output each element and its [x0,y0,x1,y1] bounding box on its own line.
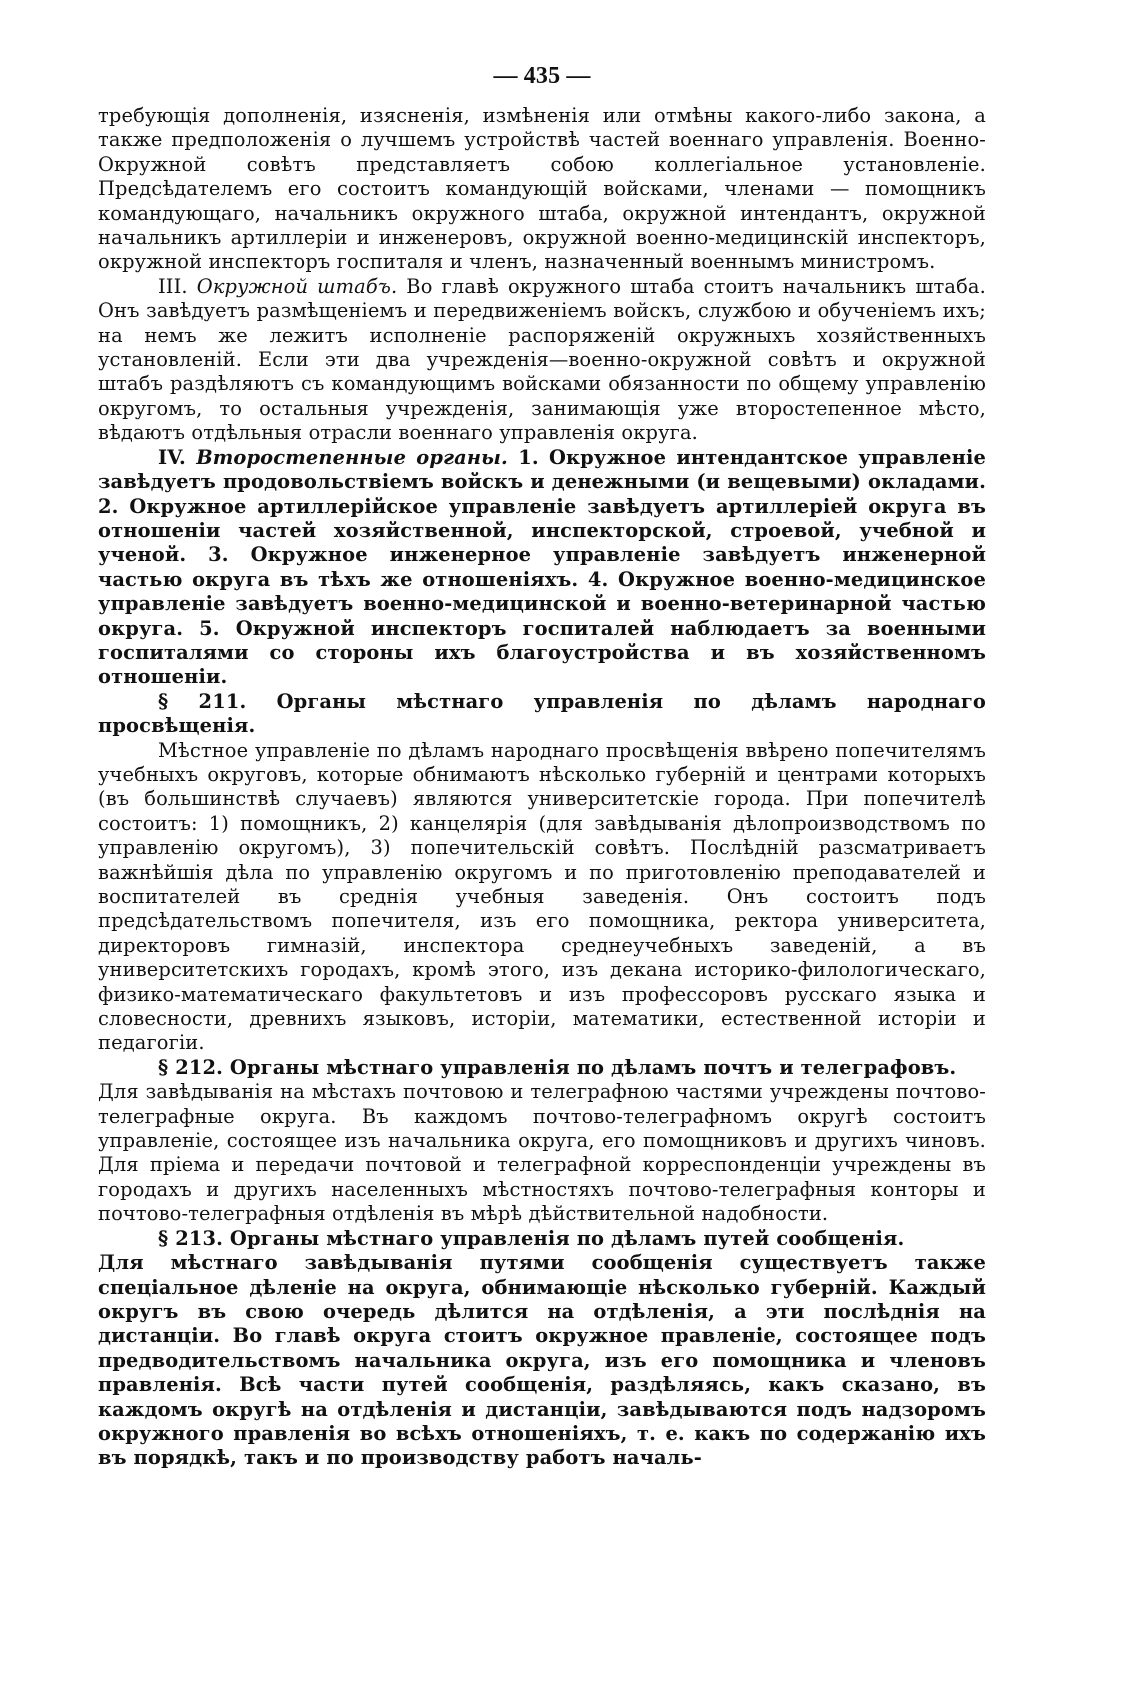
section-number: IV. [158,445,186,469]
page-number: — 435 — [493,63,591,89]
section-title: Второстепенные органы. [196,445,508,469]
paragraph-text: Во главѣ окружного штаба стоитъ начальникъ штаба. Онъ завѣдуетъ размѣщеніемъ и передвиженіемъ войскъ, службою и обученіемъ ихъ; на немъ же лежитъ исполненіе распоряженій окружныхъ хозяйственныхъ установленій. Если эти два учрежденія—военно-окружной совѣтъ и окружной штабъ раздѣляютъ съ командующимъ войсками обязанности по общему управленію округомъ, то остальныя учрежденія, занимающія уже второстепенное мѣсто, вѣдаютъ отдѣльныя отрасли военнаго управленія округа. [98,274,986,445]
section-heading-212: § 212. Органы мѣстнаго управленія по дѣламъ почтъ и телеграфовъ. [158,1055,957,1079]
paragraph-district-staff [98,275,986,446]
section-heading-213: § 213. Органы мѣстнаго управленія по дѣламъ путей сообщенія. [158,1226,905,1250]
section-heading-211: § 211. Органы мѣстнаго управленія по дѣламъ народнаго просвѣщенія. [98,689,986,738]
section-number: III. [158,274,188,298]
paragraph-education-administration: Мѣстное управленіе по дѣламъ народнаго просвѣщенія ввѣрено попечителямъ учебныхъ округовъ, которые обнимаютъ нѣсколько губерній и центрами которыхъ (въ большинствѣ случаевъ) являются университетскіе города. При попечителѣ состоитъ: 1) помощникъ, 2) канцелярія (для завѣдыванія дѣлопроизводствомъ по управленію округомъ), 3) попечительскій совѣтъ. Послѣдній разсматриваетъ важнѣйшія дѣла по управленію округомъ и по приготовленію преподавателей и воспитателей въ среднія учебныя заведенія. Онъ состоитъ подъ предсѣдательствомъ попечителя, изъ его помощника, ректора университета, директоровъ гимназій, инспектора среднеучебныхъ заведеній, а въ университетскихъ городахъ, кромѣ этого, изъ декана историко-филологическаго, физико-математическаго факультетовъ и изъ профессоровъ русскаго языка и словесности, древнихъ языковъ, исторіи, математики, естественной исторіи и педагогіи. [98,738,986,1055]
paragraph-ways-of-communication: Для мѣстнаго завѣдыванія путями сообщенія существуетъ также спеціальное дѣленіе на округа, обнимающіе нѣсколько губерній. Каждый округъ въ свою очередь дѣлится на отдѣленія, а эти послѣднія на дистанціи. Во главѣ округа стоитъ окружное правленіе, состоящее подъ предводительствомъ начальника округа, изъ его помощника и членовъ правленія. Всѣ части путей сообщенія, раздѣляясь, какъ сказано, въ каждомъ округѣ на отдѣленія и дистанціи, завѣдываются подъ надзоромъ окружного правленія во всѣхъ отношеніяхъ, т. е. какъ по содержанію ихъ въ порядкѣ, такъ и по производству работъ началь- [98,1251,986,1470]
section-title: Окружной штабъ. [196,274,398,298]
paragraph-military-council-continued: требующія дополненія, изясненія, измѣненія или отмѣны какого-либо закона, а также предположенія о лучшемъ устройствѣ частей военнаго управленія. Военно-Окружной совѣтъ представляетъ собою коллегіальное установленіе. Предсѣдателемъ его состоитъ командующій войсками, членами — помощникъ командующаго, начальникъ окружного штаба, окружной интендантъ, окружной начальникъ артиллеріи и инженеровъ, окружной военно-медицинскій инспекторъ, окружной инспекторъ госпиталя и членъ, назначенный военнымъ министромъ. [98,104,986,274]
document-page [98,62,986,1471]
paragraph-posts-telegraphs: Для завѣдыванія на мѣстахъ почтовою и телеграфною частями учреждены почтово-телеграфные округа. Въ каждомъ почтово-телеграфномъ округѣ состоитъ управленіе, состоящее изъ начальника округа, его помощниковъ и другихъ чиновъ. Для пріема и передачи почтовой и телеграфной корреспонденціи учреждены въ городахъ и другихъ населенныхъ мѣстностяхъ почтово-телеграфныя конторы и почтово-телеграфныя отдѣленія въ мѣрѣ дѣйствительной надобности. [98,1080,986,1226]
paragraph-text: 1. Окружное интендантское управленіе завѣдуетъ продовольствіемъ войскъ и денежными (и вещевыми) окладами. 2. Окружное артиллерійское управленіе завѣдуетъ артиллеріей округа въ отношеніи частей хозяйственной, инспекторской, строевой, учебной и ученой. 3. Окружное инженерное управленіе завѣдуетъ инженерной частью округа въ тѣхъ же отношеніяхъ. 4. Окружное военно-медицинское управленіе завѣдуетъ военно-медицинской и военно-ветеринарной частью округа. 5. Окружной инспекторъ госпиталей наблюдаетъ за военными госпиталями со стороны ихъ благоустройства и въ хозяйственномъ отношеніи. [98,445,987,689]
paragraph-secondary-organs [98,446,986,690]
